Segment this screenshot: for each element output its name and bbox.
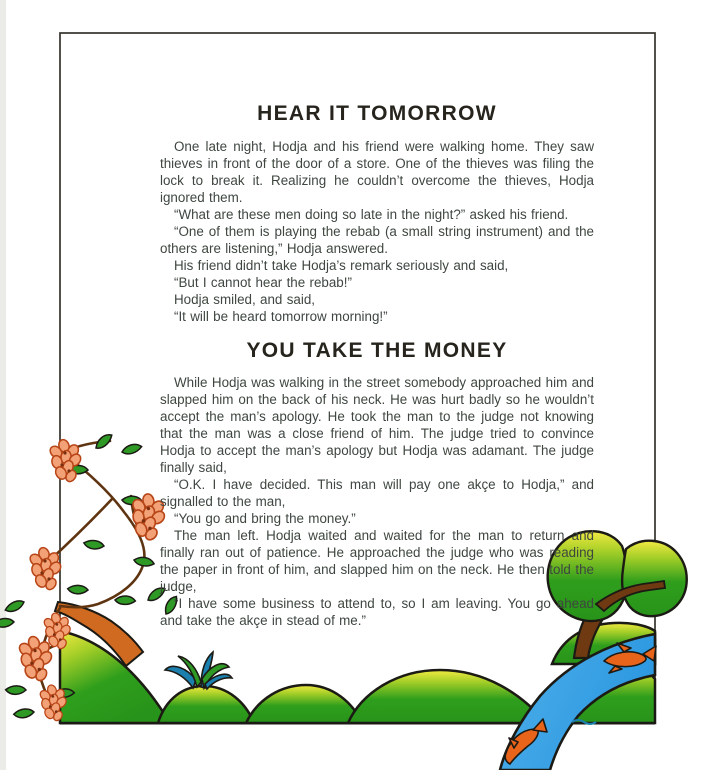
story-paragraph: “It will be heard tomorrow morning!” [174, 309, 388, 324]
story-paragraph: “I have some business to attend to, so I am leaving. You go ahead and take the akçe in stead of me.” [160, 596, 594, 628]
grass-tuft [165, 652, 232, 689]
story-title: YOU TAKE THE MONEY [246, 339, 508, 362]
story-paragraph: “But I cannot hear the rebab!” [174, 275, 352, 290]
story-paragraph: “One of them is playing the rebab (a small string instrument) and the others are listening,” Hodja answered. [160, 224, 594, 256]
story-paragraph: While Hodja was walking in the street somebody approached him and slapped him on the back of his neck. He was hurt badly so he wouldn’t accept the man’s apology. He took the man to the judge not knowing that the man was a close friend of him. The judge tried to convince Hodja to accept the man’s apology but Hodja was adamant. The judge finally said, [160, 375, 594, 475]
story-title: HEAR IT TOMORROW [257, 102, 497, 125]
story-paragraph: “You go and bring the money.” [174, 511, 356, 526]
story-paragraph: The man left. Hodja waited and waited for the man to return and finally ran out of patience. He approached the judge who was reading the paper in front of him, and slapped him on the neck. He then told the judge, [160, 528, 594, 594]
story-paragraph: One late night, Hodja and his friend were walking home. They saw thieves in front of the door of a store. One of the thieves was filing the lock to break it. Realizing he couldn’t overcome the thieves, Hodja ignored them. [160, 139, 594, 205]
story-paragraph: “What are these men doing so late in the night?” asked his friend. [174, 207, 569, 222]
story-paragraph: Hodja smiled, and said, [174, 292, 315, 307]
page-text [160, 103, 594, 629]
story-paragraph: His friend didn’t take Hodja’s remark seriously and said, [174, 258, 509, 273]
story-paragraph: “O.K. I have decided. This man will pay one akçe to Hodja,” and signalled to the man, [160, 477, 594, 509]
